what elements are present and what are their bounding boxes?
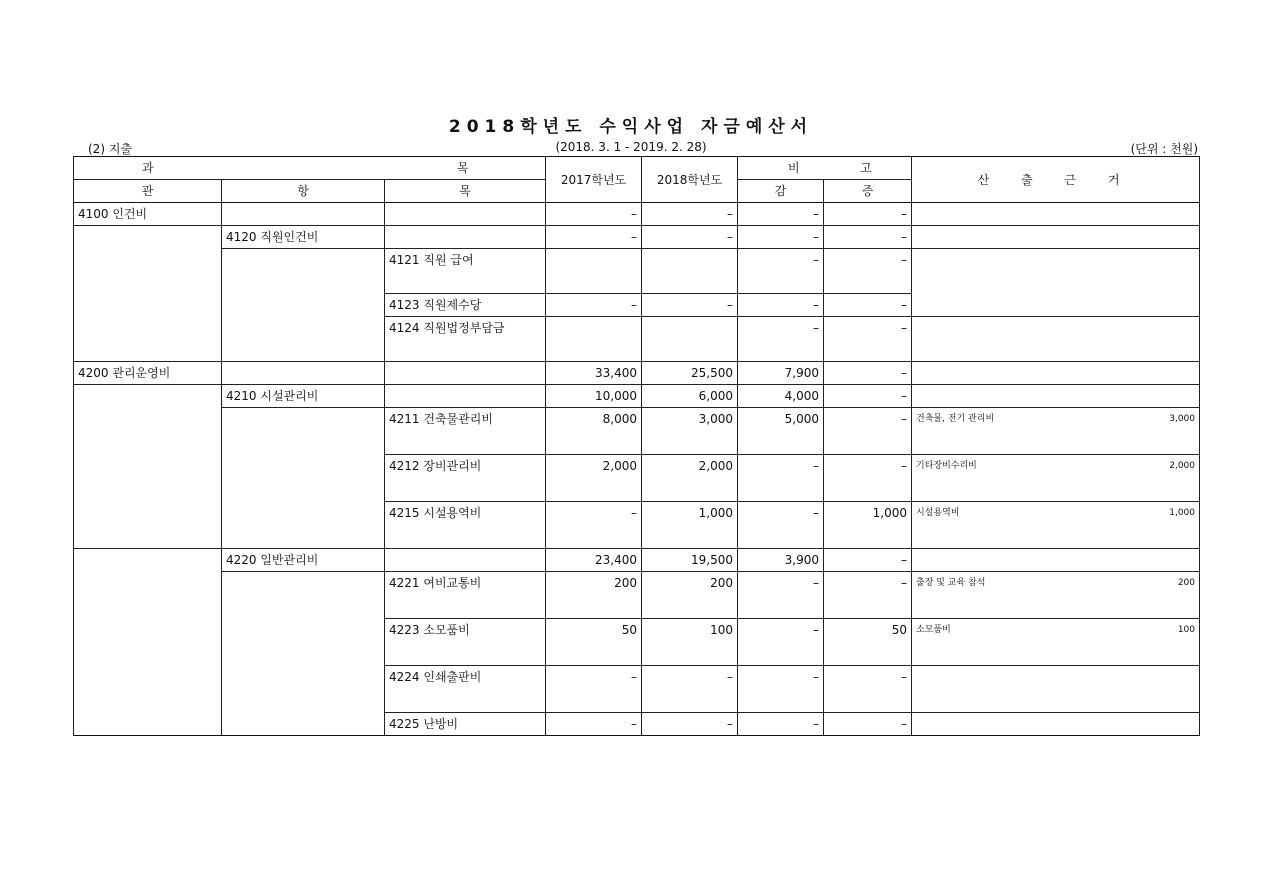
mok-cell: 4215 시설용역비 [385, 502, 546, 549]
increase-cell: 1,000 [824, 502, 912, 549]
table-row [74, 549, 1200, 572]
gwan-cell: 4200 관리운영비 [74, 362, 222, 385]
y2017-cell: 50 [546, 619, 642, 666]
increase-cell: 50 [824, 619, 912, 666]
y2017-cell: – [546, 666, 642, 713]
basis-cell [912, 666, 1200, 713]
y2018-cell: 3,000 [642, 408, 738, 455]
y2017-cell: – [546, 294, 642, 317]
basis-cell [912, 502, 1200, 549]
y2017-cell [546, 317, 642, 362]
y2018-cell: – [642, 666, 738, 713]
increase-cell: – [824, 317, 912, 362]
header-hang: 항 [222, 180, 385, 203]
basis-cell [912, 317, 1200, 362]
header-decrease: 감 [738, 180, 824, 203]
y2017-cell: – [546, 502, 642, 549]
basis-cell [912, 619, 1200, 666]
y2017-cell: 2,000 [546, 455, 642, 502]
hang-cell: 4120 직원인건비 [222, 226, 385, 249]
basis-cell [912, 226, 1200, 249]
basis-amount: 2,000 [1169, 461, 1195, 471]
hang-cell [222, 572, 385, 736]
decrease-cell: – [738, 619, 824, 666]
basis-cell [912, 249, 1200, 317]
table-row [74, 226, 1200, 249]
increase-cell: – [824, 226, 912, 249]
increase-cell: – [824, 203, 912, 226]
header-2018: 2018학년도 [642, 157, 738, 203]
header-row-1 [74, 157, 1200, 180]
y2017-cell: – [546, 203, 642, 226]
y2017-cell: 23,400 [546, 549, 642, 572]
y2018-cell: – [642, 294, 738, 317]
table-row [74, 408, 1200, 455]
table-row [74, 203, 1200, 226]
decrease-cell: – [738, 249, 824, 294]
header-mok: 목 [385, 180, 546, 203]
hang-cell [222, 362, 385, 385]
decrease-cell: – [738, 203, 824, 226]
y2017-cell: 200 [546, 572, 642, 619]
mok-cell: 4123 직원제수당 [385, 294, 546, 317]
mok-cell: 4224 인쇄출판비 [385, 666, 546, 713]
y2018-cell: 6,000 [642, 385, 738, 408]
gwan-cell [74, 385, 222, 549]
y2018-cell: – [642, 226, 738, 249]
hang-cell [222, 203, 385, 226]
gwan-cell: 4100 인건비 [74, 203, 222, 226]
y2017-cell [546, 249, 642, 294]
y2018-cell: 1,000 [642, 502, 738, 549]
gwan-cell [74, 226, 222, 362]
document-title: 2018학년도 수익사업 자금예산서 [448, 117, 814, 137]
decrease-cell: – [738, 226, 824, 249]
basis-cell [912, 713, 1200, 736]
header-gwan: 관 [74, 180, 222, 203]
basis-cell [912, 572, 1200, 619]
y2018-cell: – [642, 203, 738, 226]
basis-text: 소모품비 [916, 625, 951, 635]
y2018-cell: 2,000 [642, 455, 738, 502]
decrease-cell: – [738, 455, 824, 502]
y2018-cell [642, 249, 738, 294]
decrease-cell: 5,000 [738, 408, 824, 455]
decrease-cell: – [738, 572, 824, 619]
mok-cell [385, 385, 546, 408]
mok-cell: 4124 직원법정부담금 [385, 317, 546, 362]
unit-label: (단위 : 천원) [1130, 142, 1198, 156]
header-basis: 산 출 근 거 [912, 157, 1200, 203]
increase-cell: – [824, 249, 912, 294]
table-row [74, 362, 1200, 385]
header-bigo-go: 고 [860, 161, 872, 175]
y2018-cell: 200 [642, 572, 738, 619]
increase-cell: – [824, 713, 912, 736]
y2018-cell: 19,500 [642, 549, 738, 572]
decrease-cell: 7,900 [738, 362, 824, 385]
mok-cell: 4211 건축물관리비 [385, 408, 546, 455]
basis-amount: 1,000 [1169, 508, 1195, 518]
basis-cell [912, 203, 1200, 226]
header-gwa: 과 [142, 161, 154, 175]
gwan-cell [74, 549, 222, 736]
basis-amount: 200 [1177, 578, 1195, 588]
increase-cell: – [824, 549, 912, 572]
hang-cell [222, 408, 385, 549]
mok-cell: 4121 직원 급여 [385, 249, 546, 294]
header-bigo [738, 157, 912, 180]
y2018-cell: – [642, 713, 738, 736]
basis-text: 출장 및 교육 참석 [916, 578, 986, 588]
mok-cell: 4221 여비교통비 [385, 572, 546, 619]
y2017-cell: – [546, 226, 642, 249]
basis-cell [912, 385, 1200, 408]
increase-cell: – [824, 572, 912, 619]
hang-cell [222, 249, 385, 362]
table-row [74, 249, 1200, 294]
decrease-cell: – [738, 317, 824, 362]
basis-text: 건축물, 전기 관리비 [916, 414, 995, 424]
header-bigo-bi: 비 [788, 161, 800, 175]
y2018-cell: 100 [642, 619, 738, 666]
decrease-cell: – [738, 666, 824, 713]
increase-cell: – [824, 385, 912, 408]
increase-cell: – [824, 666, 912, 713]
mok-cell [385, 226, 546, 249]
basis-amount: 3,000 [1169, 414, 1195, 424]
header-2017: 2017학년도 [546, 157, 642, 203]
decrease-cell: – [738, 502, 824, 549]
hang-cell: 4220 일반관리비 [222, 549, 385, 572]
header-mok-top: 목 [457, 161, 469, 175]
budget-table [73, 156, 1200, 736]
period-label: (2018. 3. 1 - 2019. 2. 28) [555, 140, 707, 154]
mok-cell: 4212 장비관리비 [385, 455, 546, 502]
increase-cell: – [824, 455, 912, 502]
y2017-cell: 33,400 [546, 362, 642, 385]
header-gwa-mok [74, 157, 546, 180]
y2018-cell: 25,500 [642, 362, 738, 385]
decrease-cell: 4,000 [738, 385, 824, 408]
decrease-cell: – [738, 294, 824, 317]
basis-amount: 100 [1177, 625, 1195, 635]
decrease-cell: – [738, 713, 824, 736]
decrease-cell: 3,900 [738, 549, 824, 572]
increase-cell: – [824, 294, 912, 317]
y2018-cell [642, 317, 738, 362]
y2017-cell: 8,000 [546, 408, 642, 455]
mok-cell: 4223 소모품비 [385, 619, 546, 666]
table-row [74, 385, 1200, 408]
section-label: (2) 지출 [88, 142, 132, 156]
basis-cell [912, 408, 1200, 455]
basis-text: 시설용역비 [916, 508, 960, 518]
y2017-cell: 10,000 [546, 385, 642, 408]
hang-cell: 4210 시설관리비 [222, 385, 385, 408]
increase-cell: – [824, 408, 912, 455]
y2017-cell: – [546, 713, 642, 736]
mok-cell: 4225 난방비 [385, 713, 546, 736]
basis-text: 기타장비수리비 [916, 461, 977, 471]
basis-cell [912, 549, 1200, 572]
mok-cell [385, 549, 546, 572]
basis-cell [912, 362, 1200, 385]
header-increase: 증 [824, 180, 912, 203]
basis-cell [912, 455, 1200, 502]
mok-cell [385, 203, 546, 226]
increase-cell: – [824, 362, 912, 385]
table-row [74, 572, 1200, 619]
mok-cell [385, 362, 546, 385]
